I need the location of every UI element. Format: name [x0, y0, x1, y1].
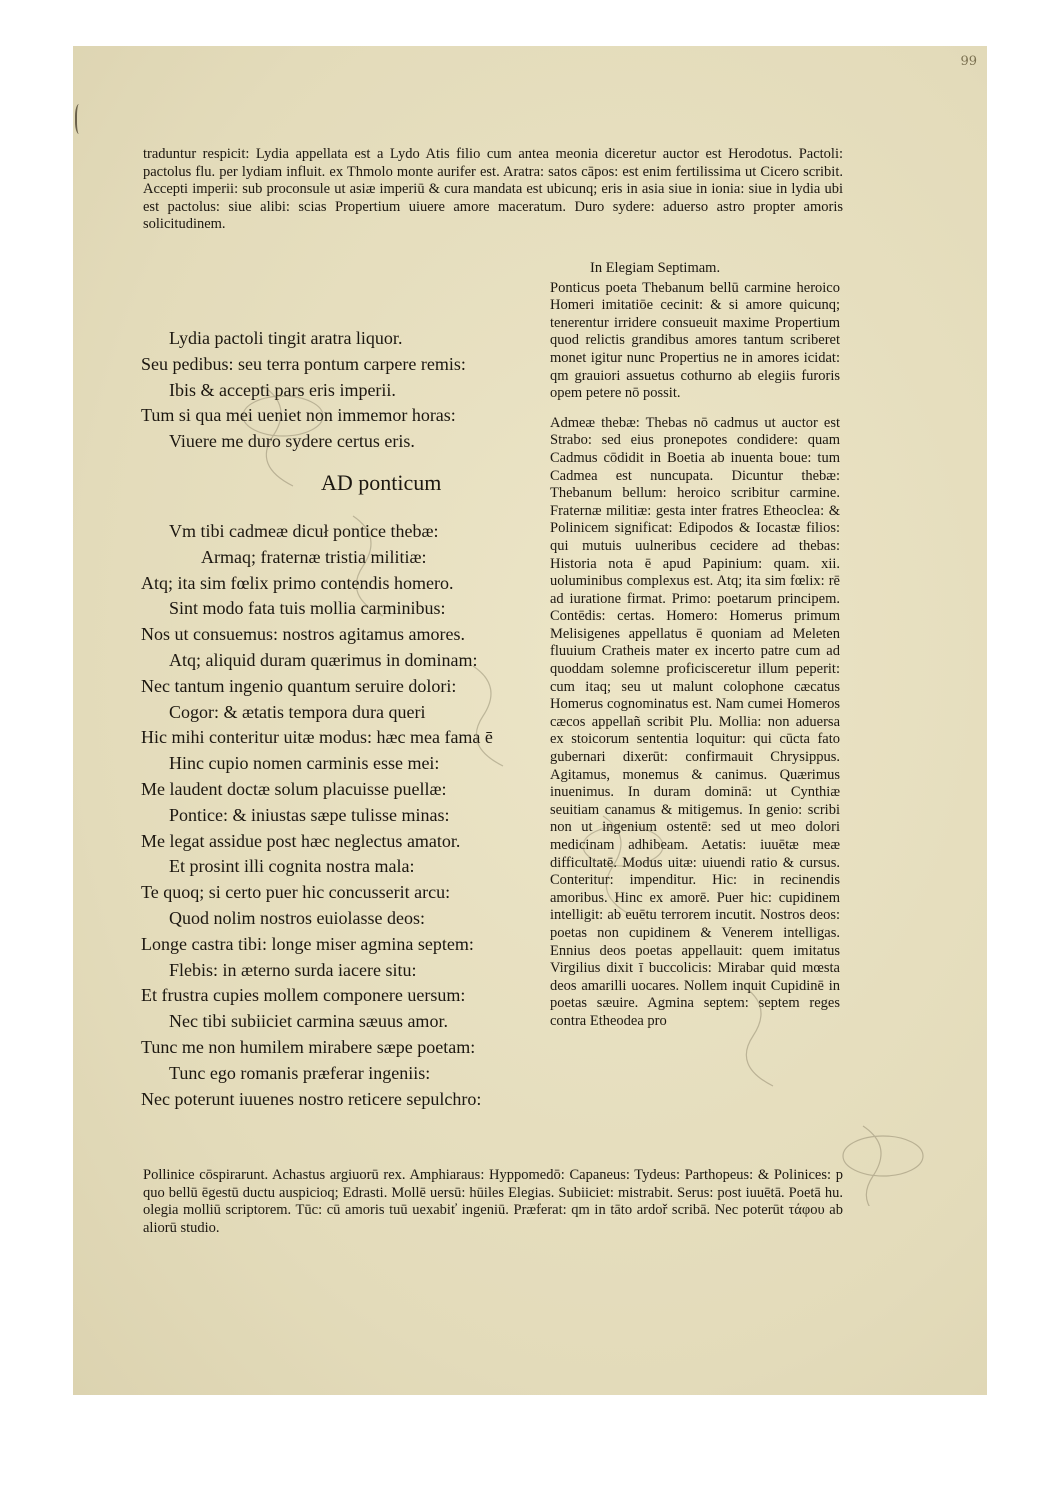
verse-line: Cogor: & ætatis tempora dura queri: [169, 701, 426, 722]
verse-line: Nos ut consuemus: nostros agitamus amores.: [141, 624, 465, 645]
verse-line: Et frustra cupies mollem componere uersum:: [141, 985, 466, 1006]
verse-line: Longe castra tibi: longe miser agmina septem:: [141, 933, 474, 954]
verse-line: Atq; ita sim fœlix primo contendis homero.: [141, 572, 454, 593]
verse-line: Flebis: in æterno surda iacere situ:: [169, 959, 417, 980]
verse-line: Hinc cupio nomen carminis esse mei:: [169, 753, 440, 774]
commentary-paragraph: Admeæ thebæ: Thebas nō cadmus ut auctor est Strabo: sed eius pronepotes condidere: quam Cadmus cōdidit in Boetia ab inuenta boue: tum Cadmea est nuncupata. Dicuntur thebæ: Thebanum bellum: heroico scribitur carmine. Fraternæ militiæ: gesta inter fratres Etheoclea: & Polinicem significat: Edipodos & Iocastæ filios: qui mutuis uulneribus cecidere ad thebas: Historia nota ē apud Papinium: quam. xii. uoluminibus complexus est. Atq; ita sim fœlix: rē ad iuratione firmat. Primo: poetarum principem. Contēdis: certas. Homero: Homerus primum Melisigenes appellatus ē quoniam ad Meleten fluuium Cratheis mater ex incerto patre cum ad quoddam solemne proficisceretur illum peperit: cum itaq; seu ut malunt colophone cæcatus Homerus cognominatus est. Nam cumei Homeros cæcos appellañ scribit Plu. Mollia: non aduersa ex stoicorum sententia loquitur: qui cūcta fato gubernari dixerūt: confirmauit Chrysippus. Agitamus, monemus & canimus. Quærimus inuenimus. In duram dominā: ut Cynthiæ seuitiam canamus & mitigemus. In genio: scribi non ut ingenium ostentē: sed ut meo dolori medicinam adhibeam. Aetatis: iuuētæ meæ difficultatē. Modus uitæ: uiuendi ratio & cursus. Conteritur: impenditur. Hic: in recinendis amoribus. Hinc ex amorē. Puer hic: cupidinem intelligit: ab euētu terrorem incutit. Nostros deos: poetas non cupidinem & Venerem intelligas. Ennius deos poetas appellauit: quem imitatus Virgilius dixit ī buccolicis: Mirabar quid mœsta deos amarilli uocares. Nollem inquit Cupidinē in poetas sæuire. Agmina septem: septem reges contra Etheodea pro: [550, 414, 840, 1029]
verse-line: Atq; aliquid duram quærimus in dominam:: [169, 649, 478, 670]
commentary-footer: Pollinice cōspirarunt. Achastus argiuorū rex. Amphiaraus: Hyppomedō: Capaneus: Tydeus: Parthopeus: & Polinices: p quo bellū ēgestū ductu auspicioq; Edrasti. Mollē uersū: hūiles Elegias. Subiiciet: mistrabit. Serus: post iuuētā. Poetā hu. olegia molliū scriptorem. Tūc: cū amoris tuū uexabiť ingeniū. Præferat: qm in tāto ardoř scribā. Nec poterūt τάφου ab aliorū studio.: [143, 1167, 843, 1236]
verse-line: Sint modo fata tuis mollia carminibus:: [169, 598, 446, 619]
commentary-column: [550, 260, 840, 1043]
margin-mark: [75, 104, 85, 134]
manuscript-page: [73, 46, 987, 1395]
verse-line: Tunc me non humilem mirabere sæpe poetam:: [141, 1036, 476, 1057]
verse-line: Viuere me duro sydere certus eris.: [169, 431, 415, 452]
verse-line: Vm tibi cadmeæ dicuł pontice thebæ:: [169, 520, 439, 541]
verse-line: Nec poterunt iuuenes nostro reticere sepulchro:: [141, 1088, 482, 1109]
verse-line: Te quoq; si certo puer hic concusserit arcu:: [141, 882, 451, 903]
verse-line: Me legat assidue post hæc neglectus amator.: [141, 830, 461, 851]
verse-line: Nec tibi subiiciet carmina sæuus amor.: [169, 1011, 448, 1032]
verse-column: [141, 282, 611, 1112]
verse-line: Hic mihi conteritur uitæ modus: hæc mea fama ē: [141, 727, 493, 748]
commentary-subheading: In Elegiam Septimam.: [590, 260, 721, 276]
verse-line: Lydia pactoli tingit aratra liquor.: [169, 328, 403, 348]
verse-line: Armaq; fraternæ tristia militiæ:: [201, 546, 427, 567]
folio-number: 99: [960, 54, 977, 69]
verse-line: Et prosint illi cognita nostra mala:: [169, 856, 415, 877]
verse-line: Me laudent doctæ solum placuisse puellæ:: [141, 778, 447, 799]
poem-heading: AD ponticum: [321, 469, 442, 495]
commentary-paragraph: Ponticus poeta Thebanum bellū carmine heroico Homeri imitatiōe cecinit: & si amore quicunq; tenerentur irridere consueuit maxime Propertium quod relictis grandibus amores tantum scriberet monet igitur nunc Propertius ne in amores icidat: qm grauiori assuetus cothurno ab elegiis furoris opem petere nō possit.: [550, 279, 840, 402]
verse-line: Nec tantum ingenio quantum seruire dolori:: [141, 675, 457, 696]
verse-line: Seu pedibus: seu terra pontum carpere remis:: [141, 353, 466, 374]
verse-line: Pontice: & iniustas sæpe tulisse minas:: [169, 804, 450, 825]
commentary-intro: traduntur respicit: Lydia appellata est a Lydo Atis filio cum antea meonia diceretur auctor est Herodotus. Pactoli: pactolus flu. per lydiam influit. ex Thmolo monte aurifer est. Aratra: satos cāpos: est enim fertilissima ut Cicero scribit. Accepti imperii: sub proconsule ut asiæ imperiū & cura mandata est ubicunq; eris in asia siue in ionia: siue in lydia ubi est pactolus: siue alibi: scias Propertium uiuere amore maceratum. Duro sydere: aduerso astro propter amoris solicitudinem.: [143, 146, 843, 232]
verse-line: Tunc ego romanis præferar ingeniis:: [169, 1062, 431, 1083]
verse-line: Ibis & accepti pars eris imperii.: [169, 379, 396, 400]
verse-line: Tum si qua mei ueniet non immemor horas:: [141, 405, 456, 426]
verse-line: Quod nolim nostros euiolasse deos:: [169, 907, 425, 928]
